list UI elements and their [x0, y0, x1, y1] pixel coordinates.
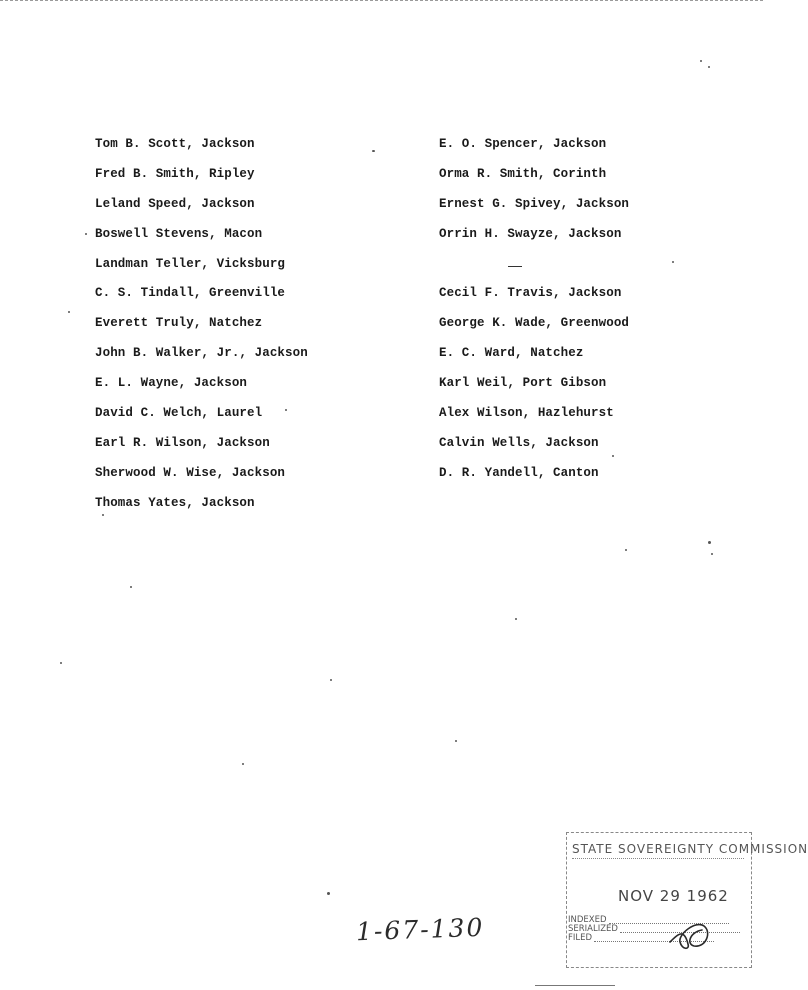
roster-entry: Everett Truly, Natchez	[95, 316, 263, 331]
roster-entry: Boswell Stevens, Macon	[95, 226, 263, 241]
roster-entry: Calvin Wells, Jackson	[439, 435, 599, 450]
bottom-rule	[535, 985, 615, 986]
received-stamp	[566, 832, 808, 968]
roster-entry: Thomas Yates, Jackson	[95, 495, 255, 510]
roster-entry: E. C. Ward, Natchez	[439, 346, 584, 361]
roster-entry: Leland Speed, Jackson	[95, 196, 255, 211]
roster-entry: Karl Weil, Port Gibson	[439, 376, 607, 391]
roster-entry: Sherwood W. Wise, Jackson	[95, 465, 286, 480]
roster-entry: Fred B. Smith, Ripley	[95, 166, 255, 181]
roster-entry: Orrin H. Swayze, Jackson	[439, 226, 622, 241]
roster-entry: Earl R. Wilson, Jackson	[95, 435, 270, 450]
handwritten-file-number: 1-67-130	[355, 912, 485, 947]
handwritten-initials-icon	[666, 914, 716, 954]
roster-entry: Orma R. Smith, Corinth	[439, 166, 607, 181]
stamp-date: NOV 29 1962	[618, 887, 729, 905]
roster-entry: Tom B. Scott, Jackson	[95, 137, 255, 151]
roster-entry: Cecil F. Travis, Jackson	[439, 286, 622, 301]
roster-spacer	[439, 254, 739, 284]
roster-entry: Landman Teller, Vicksburg	[95, 256, 286, 271]
stamp-line-label: FILED	[568, 933, 593, 943]
roster-entry: C. S. Tindall, Greenville	[95, 286, 286, 301]
right-name-column	[439, 134, 739, 493]
roster-entry: John B. Walker, Jr., Jackson	[95, 346, 308, 361]
dash-mark	[508, 266, 522, 267]
roster-entry: George K. Wade, Greenwood	[439, 316, 630, 331]
stamp-agency: STATE SOVEREIGNTY COMMISSION	[572, 842, 744, 859]
roster-entry: Alex Wilson, Hazlehurst	[439, 406, 614, 421]
stamp-line-label: SERIALIZED	[568, 924, 618, 934]
page-top-edge	[0, 0, 763, 1]
stamp-line-label: INDEXED	[568, 915, 607, 925]
left-name-column	[95, 134, 375, 523]
roster-entry: E. L. Wayne, Jackson	[95, 376, 248, 391]
roster-entry: E. O. Spencer, Jackson	[439, 137, 607, 151]
roster-entry: David C. Welch, Laurel	[95, 406, 263, 421]
roster-entry: D. R. Yandell, Canton	[439, 465, 599, 480]
roster-entry: Ernest G. Spivey, Jackson	[439, 196, 630, 211]
